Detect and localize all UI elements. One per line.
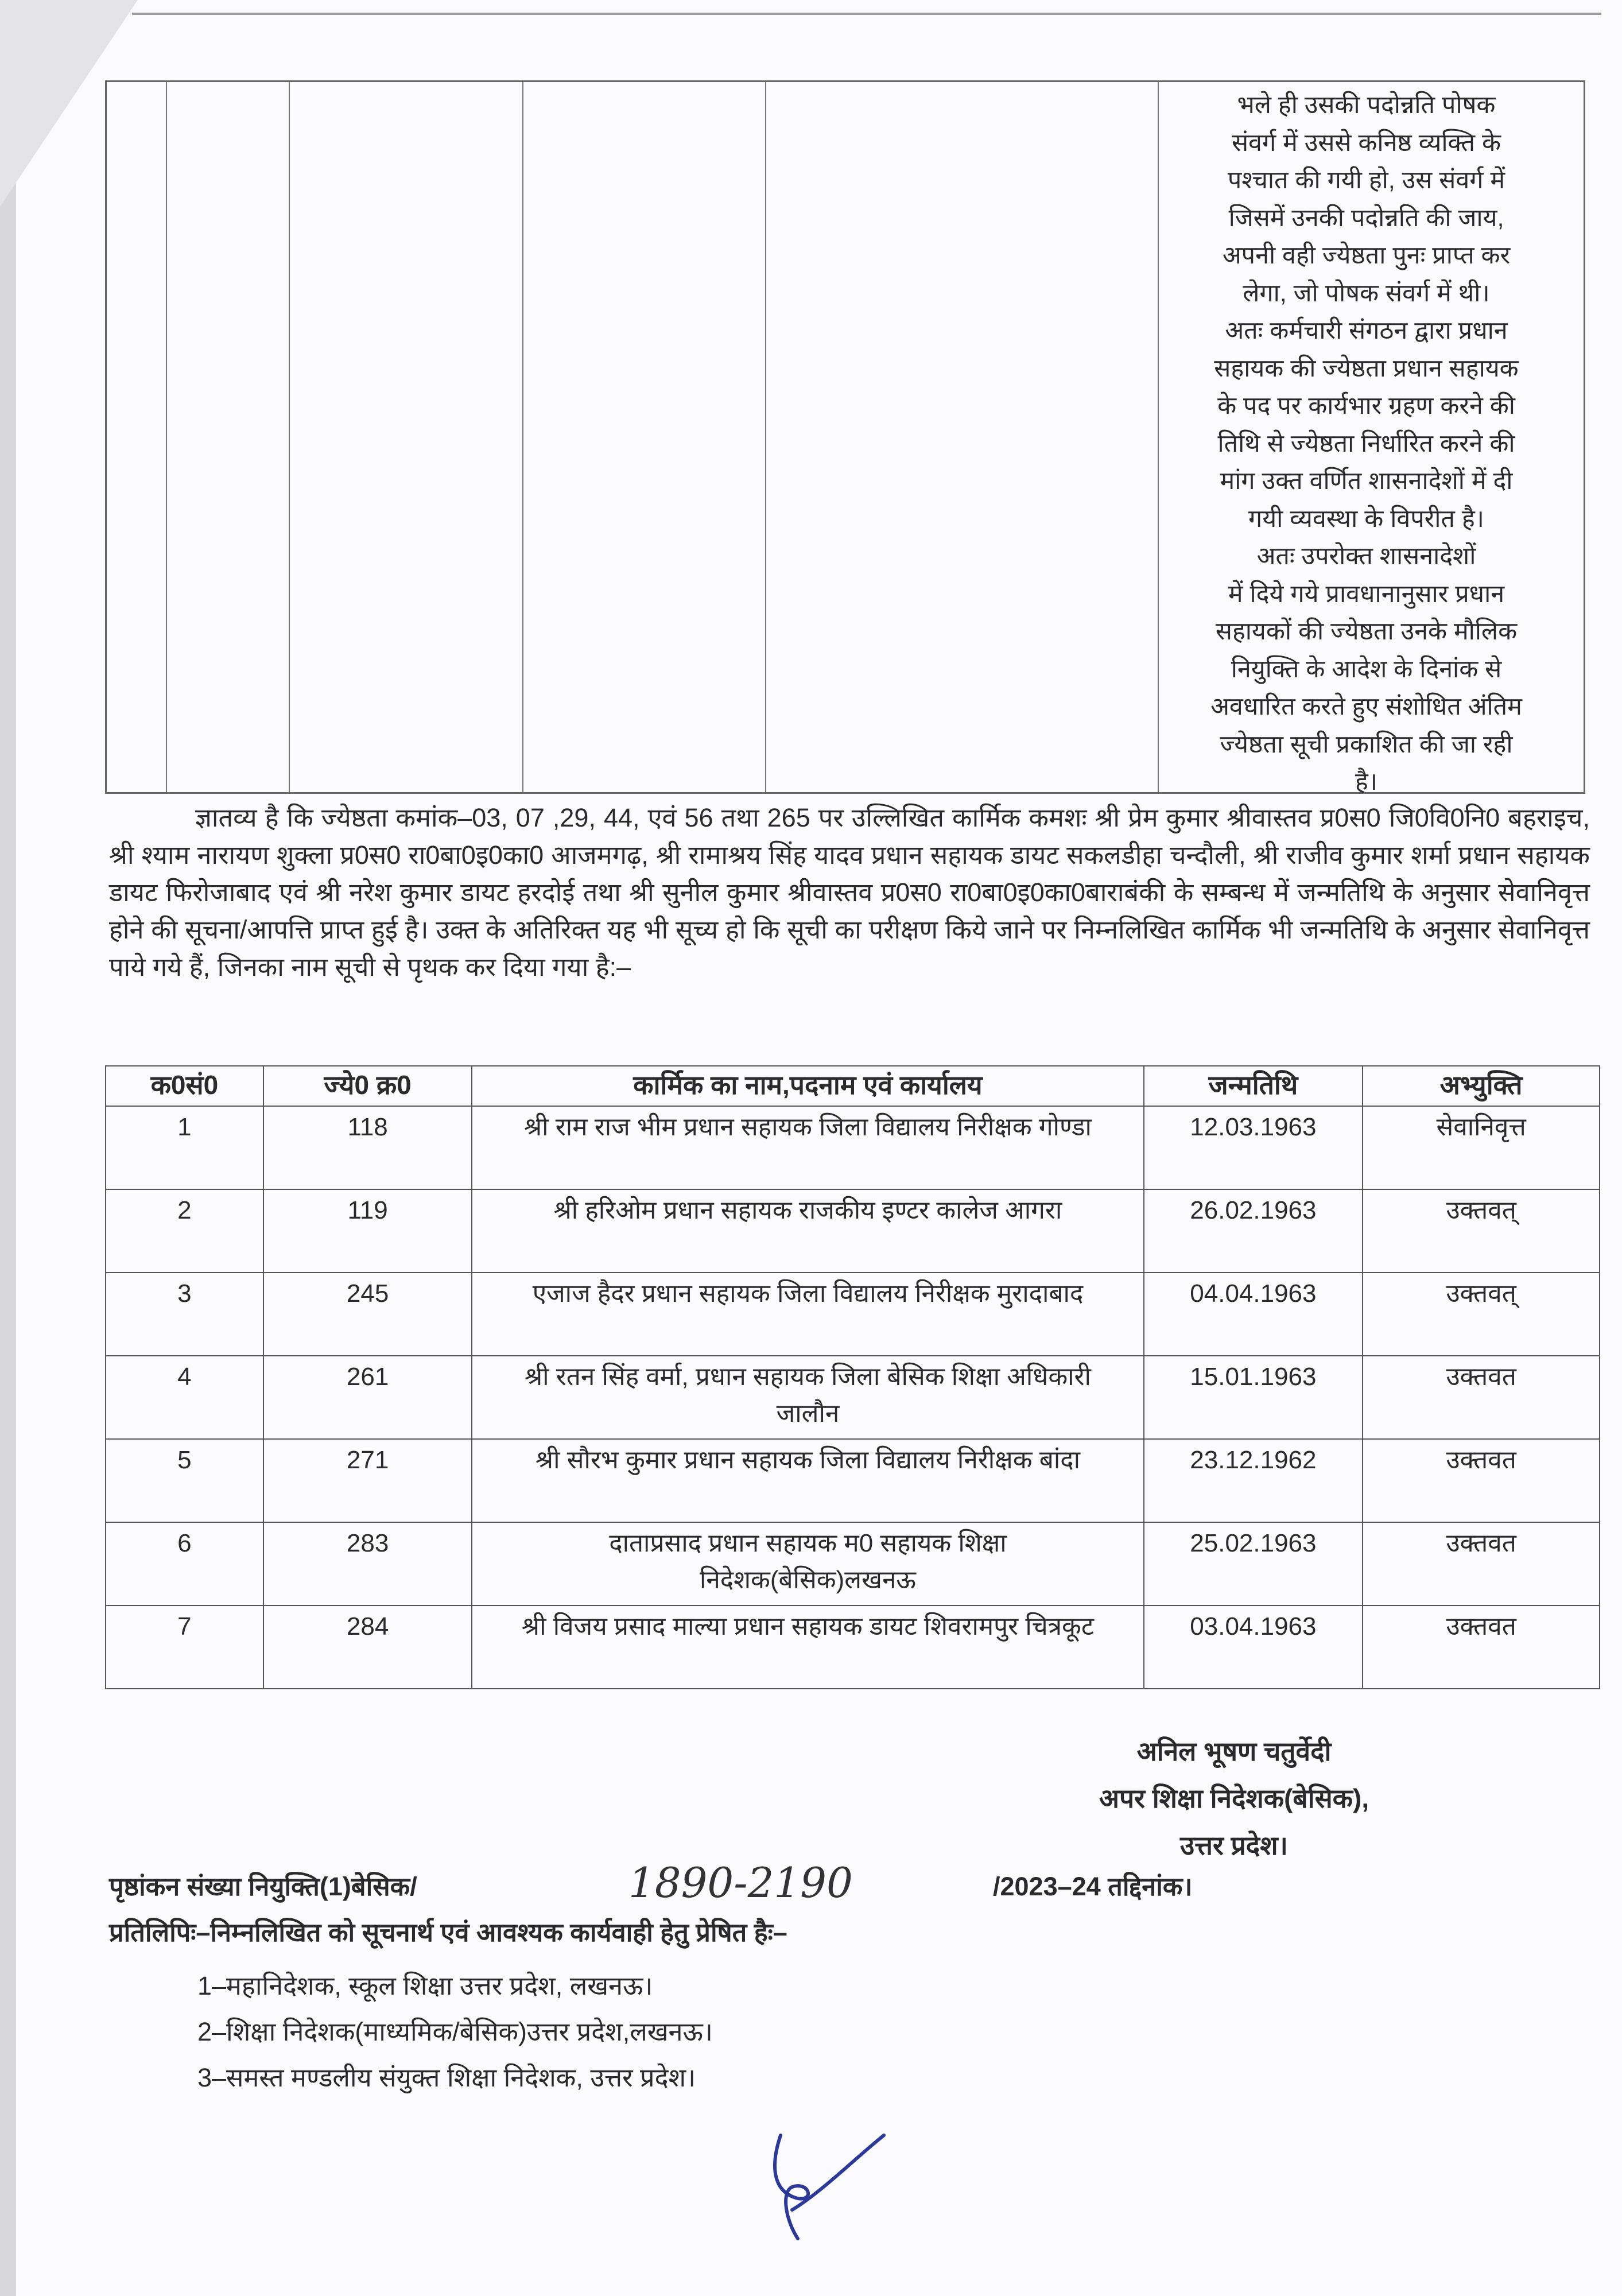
cell-seniority: 284 (263, 1605, 472, 1689)
copy-list (197, 1963, 713, 2101)
remark-line: के पद पर कार्यभार ग्रहण करने की (1217, 392, 1515, 420)
cell-remark: उक्तवत (1363, 1605, 1600, 1689)
cell-remark: उक्तवत (1363, 1356, 1600, 1439)
column-divider (166, 82, 167, 792)
remark-line: अवधारित करते हुए संशोधित अंतिम (1210, 693, 1522, 720)
table-header-row (106, 1066, 1600, 1106)
remark-line: सहायक की ज्येष्ठता प्रधान सहायक (1214, 354, 1519, 382)
table-row (106, 1273, 1600, 1356)
remark-line: में दिये गये प्रावधानानुसार प्रधान (1228, 580, 1505, 608)
remark-line: भले ही उसकी पदोन्नति पोषक (1237, 91, 1496, 119)
cell-sno: 7 (106, 1605, 263, 1689)
signatory-designation: अपर शिक्षा निदेशक(बेसिक), (1099, 1783, 1369, 1813)
header-dob: जन्मतिथि (1144, 1066, 1363, 1106)
table-row (106, 1356, 1600, 1439)
cell-dob: 15.01.1963 (1144, 1356, 1363, 1439)
cell-name: श्री हरिओम प्रधान सहायक राजकीय इण्टर कालेज आगरा (472, 1189, 1143, 1273)
cell-name: एजाज हैदर प्रधान सहायक जिला विद्यालय निरीक्षक मुरादाबाद (472, 1273, 1143, 1356)
cell-dob: 26.02.1963 (1144, 1189, 1363, 1273)
header-name: कार्मिक का नाम,पदनाम एवं कार्यालय (472, 1066, 1143, 1106)
cell-sno: 6 (106, 1522, 263, 1605)
table-row (106, 1522, 1600, 1605)
cell-sno: 4 (106, 1356, 263, 1439)
cell-dob: 12.03.1963 (1144, 1106, 1363, 1189)
remark-line: अतः कर्मचारी संगठन द्वारा प्रधान (1225, 317, 1508, 344)
cell-seniority: 271 (263, 1439, 472, 1522)
cell-name: दाताप्रसाद प्रधान सहायक म0 सहायक शिक्षा निदेशक(बेसिक)लखनऊ (472, 1522, 1143, 1605)
handwritten-initials (746, 2124, 895, 2250)
remark-line: जिसमें उनकी पदोन्नति की जाय, (1228, 204, 1504, 232)
cell-remark: उक्तवत् (1363, 1189, 1600, 1273)
cell-seniority: 245 (263, 1273, 472, 1356)
handwritten-number: 1890-2190 (628, 1859, 853, 1907)
endorsement-year: /2023–24 तद्दिनांक। (993, 1872, 1193, 1901)
cell-dob: 03.04.1963 (1144, 1605, 1363, 1689)
cell-seniority: 283 (263, 1522, 472, 1605)
cell-dob: 23.12.1962 (1144, 1439, 1363, 1522)
cell-seniority: 118 (263, 1106, 472, 1189)
body-paragraph: ज्ञातव्य है कि ज्येष्ठता कमांक–03, 07 ,29, 44, एवं 56 तथा 265 पर उल्लिखित कार्मिक कमशः श्री प्रेम कुमार श्रीवास्तव प्र0स0 जि0वि0नि0 बहराइच, श्री श्याम नारायण शुक्ला प्र0स0 रा0बा0इ0का0 आजमगढ़, श्री रामाश्रय सिंह यादव प्रधान सहायक डायट सकलडीहा चन्दौली, श्री राजीव कुमार शर्मा प्रधान सहायक डायट फिरोजाबाद एवं श्री नरेश कुमार डायट हरदोई तथा श्री सुनील कुमार श्रीवास्तव प्र0स0 रा0बा0इ0का0बाराबंकी के सम्बन्ध में जन्मतिथि के अनुसार सेवानिवृत्त होने की सूचना/आपत्ति प्राप्त हुई है। उक्त के अतिरिक्त यह भी सूच्य हो कि सूची का परीक्षण किये जाने पर निम्नलिखित कार्मिक भी जन्मतिथि के अनुसार सेवानिवृत्त पाये गये हैं, जिनका नाम सूची से पृथक कर दिया गया है:– (109, 803, 1590, 982)
table-row (106, 1605, 1600, 1689)
column-divider (289, 82, 290, 792)
header-sno: क0सं0 (106, 1066, 263, 1106)
remark-line: संवर्ग में उससे कनिष्ठ व्यक्ति के (1231, 129, 1501, 157)
continued-table (105, 80, 1585, 794)
column-divider (1158, 82, 1159, 792)
cell-sno: 3 (106, 1273, 263, 1356)
remark-line: मांग उक्त वर्णित शासनादेशों में दी (1220, 467, 1513, 495)
remark-line: लेगा, जो पोषक संवर्ग में थी। (1243, 279, 1490, 307)
cell-sno: 2 (106, 1189, 263, 1273)
table-row (106, 1106, 1600, 1189)
cell-name: श्री रतन सिंह वर्मा, प्रधान सहायक जिला बेसिक शिक्षा अधिकारी जालौन (472, 1356, 1143, 1439)
cell-dob: 04.04.1963 (1144, 1273, 1363, 1356)
cell-name: श्री राम राज भीम प्रधान सहायक जिला विद्यालय निरीक्षक गोण्डा (472, 1106, 1143, 1189)
remark-line: गयी व्यवस्था के विपरीत है। (1248, 505, 1484, 533)
column-divider (522, 82, 523, 792)
header-seniority: ज्ये0 क्र0 (263, 1066, 472, 1106)
cell-seniority: 119 (263, 1189, 472, 1273)
copy-heading: प्रतिलिपिः–निम्नलिखित को सूचनार्थ एवं आवश्यक कार्यवाही हेतु प्रेषित हैः– (109, 1918, 787, 1947)
remark-line: सहायकों की ज्येष्ठता उनके मौलिक (1215, 618, 1518, 645)
signatory-name: अनिल भूषण चतुर्वेदी (1136, 1736, 1332, 1766)
remark-line: है। (1355, 768, 1378, 796)
copy-item: 2–शिक्षा निदेशक(माध्यमिक/बेसिक)उत्तर प्रदेश,लखनऊ। (197, 2017, 713, 2046)
remark-line: तिथि से ज्येष्ठता निर्धारित करने की (1217, 429, 1515, 457)
signature-block (976, 1728, 1492, 1869)
cell-seniority: 261 (263, 1356, 472, 1439)
cell-remark: उक्तवत (1363, 1522, 1600, 1605)
remark-line: नियुक्ति के आदेश के दिनांक से (1231, 655, 1502, 683)
retired-staff-table (105, 1065, 1600, 1689)
table-row (106, 1189, 1600, 1273)
cell-remark: उक्तवत (1363, 1439, 1600, 1522)
copy-item: 3–समस्त मण्डलीय संयुक्त शिक्षा निदेशक, उत्तर प्रदेश। (197, 2063, 696, 2092)
scan-edge (0, 0, 16, 2296)
cell-remark: उक्तवत् (1363, 1273, 1600, 1356)
cell-sno: 5 (106, 1439, 263, 1522)
cell-name: श्री सौरभ कुमार प्रधान सहायक जिला विद्यालय निरीक्षक बांदा (472, 1439, 1143, 1522)
header-remark: अभ्युक्ति (1363, 1066, 1600, 1106)
remark-line: अतः उपरोक्त शासनादेशों (1256, 542, 1476, 570)
remark-cell (1161, 87, 1572, 801)
cell-sno: 1 (106, 1106, 263, 1189)
page-top-border (132, 13, 1601, 15)
remark-line: अपनी वही ज्येष्ठता पुनः प्राप्त कर (1222, 242, 1511, 269)
column-divider (765, 82, 766, 792)
remark-line: ज्येष्ठता सूची प्रकाशित की जा रही (1220, 730, 1513, 758)
cell-dob: 25.02.1963 (1144, 1522, 1363, 1605)
copy-item: 1–महानिदेशक, स्कूल शिक्षा उत्तर प्रदेश, लखनऊ। (197, 1971, 653, 2000)
cell-remark: सेवानिवृत्त (1363, 1106, 1600, 1189)
endorsement-label: पृष्ठांकन संख्या नियुक्ति(1)बेसिक/ (109, 1872, 417, 1901)
remark-line: पश्चात की गयी हो, उस संवर्ग में (1227, 166, 1505, 194)
signatory-state: उत्तर प्रदेश। (1180, 1830, 1288, 1860)
cell-name: श्री विजय प्रसाद माल्या प्रधान सहायक डायट शिवरामपुर चित्रकूट (472, 1605, 1143, 1689)
table-row (106, 1439, 1600, 1522)
